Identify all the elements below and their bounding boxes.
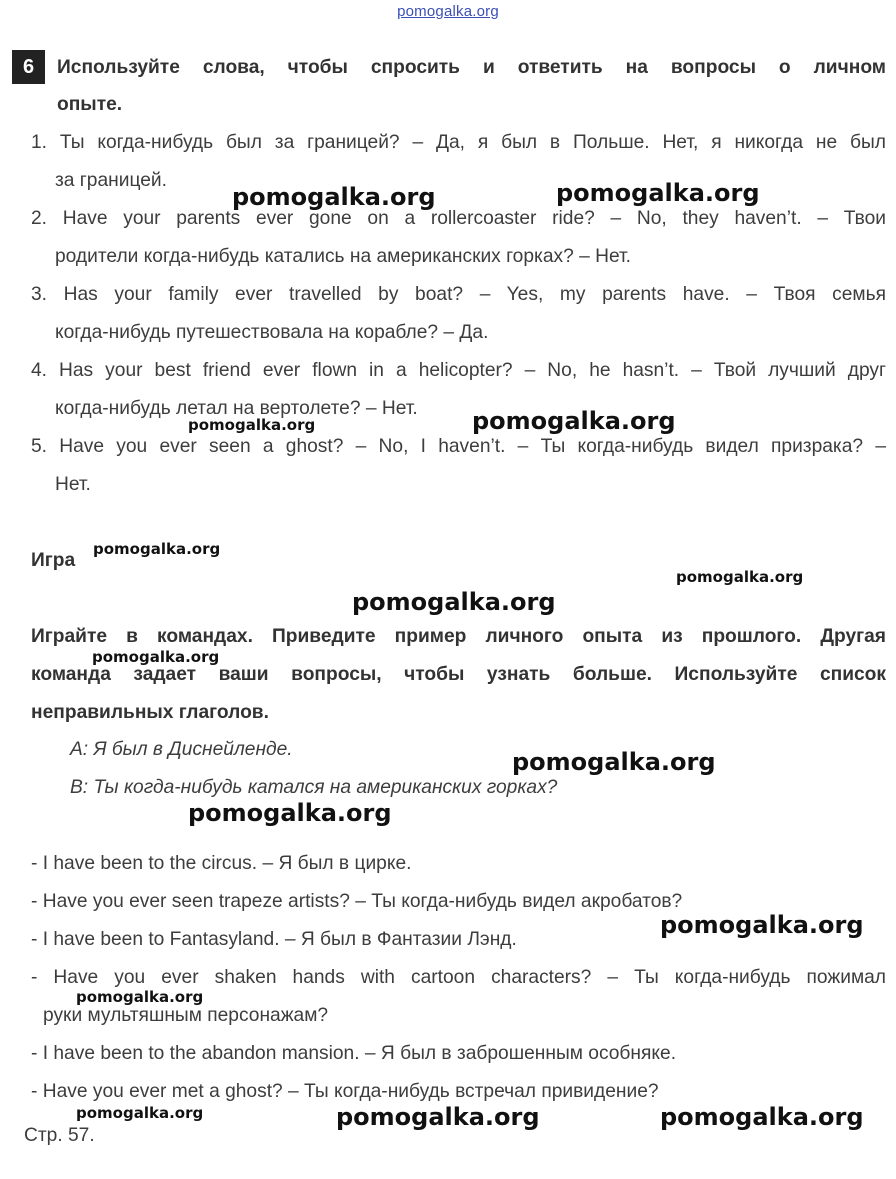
game-answer-1: - I have been to the circus. – Я был в цирке. (31, 853, 412, 874)
exercise-item-5-line-1: 5. Have you ever seen a ghost? – No, I haven’t. – Ты когда-нибудь видел призрака? – (31, 436, 886, 457)
exercise-item-1-line-1: 1. Ты когда-нибудь был за границей? – Да, я был в Польше. Нет, я никогда не был (31, 132, 886, 153)
watermark: pomogalka.org (472, 407, 676, 435)
watermark: pomogalka.org (352, 588, 556, 616)
game-answer-3: - I have been to Fantasyland. – Я был в Фантазии Лэнд. (31, 929, 517, 950)
game-instruction-line-2: команда задает ваши вопросы, чтобы узнать больше. Используйте список (31, 664, 886, 685)
watermark: pomogalka.org (676, 568, 804, 586)
watermark: pomogalka.org (93, 540, 221, 558)
watermark: pomogalka.org (556, 179, 760, 207)
watermark: pomogalka.org (660, 1103, 864, 1131)
game-answer-4-line-2: руки мультяшным персонажам? (43, 1005, 329, 1026)
exercise-instruction-line-1: Используйте слова, чтобы спросить и ответить на вопросы о личном (57, 57, 886, 78)
watermark: pomogalka.org (188, 416, 316, 434)
game-instruction-line-1: Играйте в командах. Приведите пример личного опыта из прошлого. Другая (31, 626, 886, 647)
game-example-a: A: Я был в Диснейленде. (70, 739, 293, 760)
exercise-item-1-line-2: за границей. (55, 170, 167, 191)
site-link[interactable]: pomogalka.org (397, 3, 499, 20)
game-example-b: B: Ты когда-нибудь катался на американских горках? (70, 777, 558, 798)
game-answer-2: - Have you ever seen trapeze artists? – Ты когда-нибудь видел акробатов? (31, 891, 683, 912)
exercise-item-3-line-1: 3. Has your family ever travelled by boat? – Yes, my parents have. – Твоя семья (31, 284, 886, 305)
exercise-instruction-line-2: опыте. (57, 94, 123, 115)
game-instruction-line-3: неправильных глаголов. (31, 702, 269, 723)
exercise-item-4-line-2: когда-нибудь летал на вертолете? – Нет. (55, 398, 418, 419)
exercise-item-4-line-1: 4. Has your best friend ever flown in a helicopter? – No, he hasn’t. – Твой лучший друг (31, 360, 886, 381)
exercise-item-3-line-2: когда-нибудь путешествовала на корабле? – Да. (55, 322, 489, 343)
game-answer-6: - Have you ever met a ghost? – Ты когда-нибудь встречал привидение? (31, 1081, 659, 1102)
watermark: pomogalka.org (76, 988, 204, 1006)
page-reference: Стр. 57. (24, 1125, 95, 1146)
watermark: pomogalka.org (188, 799, 392, 827)
exercise-item-2-line-1: 2. Have your parents ever gone on a rollercoaster ride? – No, they haven’t. – Твои (31, 208, 886, 229)
exercise-number-badge: 6 (12, 50, 45, 84)
watermark: pomogalka.org (512, 748, 716, 776)
watermark: pomogalka.org (232, 183, 436, 211)
exercise-item-2-line-2: родители когда-нибудь катались на американских горках? – Нет. (55, 246, 631, 267)
watermark: pomogalka.org (660, 911, 864, 939)
watermark: pomogalka.org (336, 1103, 540, 1131)
watermark: pomogalka.org (92, 648, 220, 666)
game-heading: Игра (31, 550, 76, 571)
exercise-item-5-line-2: Нет. (55, 474, 91, 495)
watermark: pomogalka.org (76, 1104, 204, 1122)
game-answer-4-line-1: - Have you ever shaken hands with cartoon characters? – Ты когда-нибудь пожимал (31, 967, 886, 988)
game-answer-5: - I have been to the abandon mansion. – Я был в заброшенным особняке. (31, 1043, 677, 1064)
